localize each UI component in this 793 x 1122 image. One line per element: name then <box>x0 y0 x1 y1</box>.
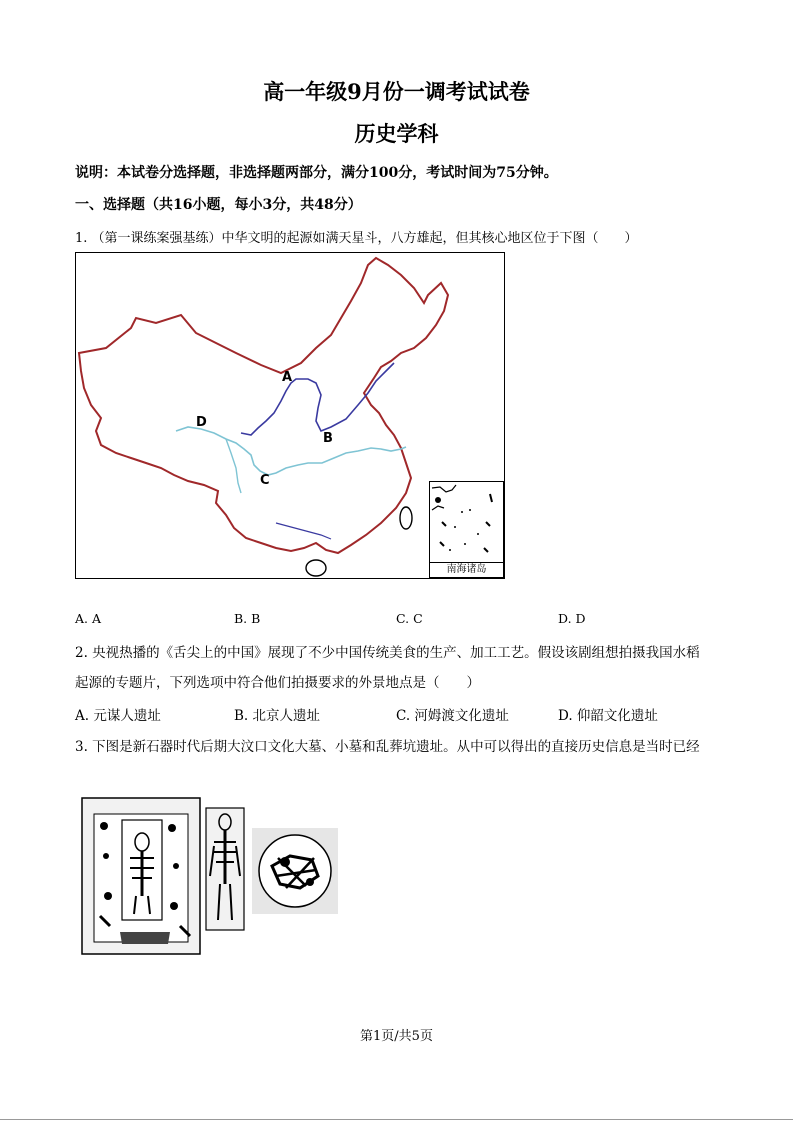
question-2-stem-line2: 起源的专题片，下列选项中符合他们拍摄要求的外景地点是（ ） <box>75 675 480 691</box>
hainan-island <box>306 560 326 576</box>
q1-option-d[interactable]: D. D <box>558 611 586 626</box>
yangtze-upper <box>226 439 241 493</box>
q1-option-a[interactable]: A. A <box>75 611 102 626</box>
page-footer: 第1页/共5页 <box>360 1029 433 1044</box>
q1-option-b[interactable]: B. B <box>234 611 261 626</box>
south-china-sea-inset <box>429 481 504 578</box>
inset-coast <box>432 485 456 510</box>
q1-option-c[interactable]: C. C <box>396 611 423 626</box>
small-tomb-drawing <box>206 808 244 930</box>
burial-pit-drawing <box>252 828 338 914</box>
instructions: 说明：本试卷分选择题，非选择题两部分，满分100分，考试时间为75分钟。 <box>75 165 558 181</box>
large-tomb-drawing <box>82 798 200 954</box>
question-3-stem: 3. 下图是新石器时代后期大汶口文化大墓、小墓和乱葬坑遗址。从中可以得出的直接历史信息是当时已经 <box>75 739 700 755</box>
exam-subject: 历史学科 <box>354 121 439 146</box>
pearl-river <box>276 523 331 539</box>
map-label-b: B <box>323 431 333 446</box>
q2-option-c[interactable]: C. 河姆渡文化遗址 <box>396 708 509 724</box>
q2-option-b[interactable]: B. 北京人遗址 <box>234 708 321 724</box>
exam-title: 高一年级9月份一调考试试卷 <box>263 79 530 104</box>
question-1-stem: 1. （第一课练案强基练）中华文明的起源如满天星斗，八方雄起，但其核心地区位于下图（ ） <box>75 231 638 246</box>
china-map <box>75 252 505 579</box>
yellow-river <box>241 363 394 435</box>
inset-label: 南海诸岛 <box>430 562 503 577</box>
inset-map-svg <box>430 482 503 562</box>
map-label-d: D <box>196 415 207 430</box>
yangtze-river <box>176 427 406 475</box>
q2-option-a[interactable]: A. 元谋人遗址 <box>75 708 161 724</box>
tomb-illustrations <box>80 796 340 956</box>
section-heading: 一、选择题（共16小题，每小3分，共48分） <box>75 197 362 213</box>
map-label-c: C <box>260 473 270 488</box>
q2-option-d[interactable]: D. 仰韶文化遗址 <box>558 708 658 724</box>
china-border <box>79 258 448 553</box>
taiwan-island <box>400 507 412 529</box>
map-label-a: A <box>282 370 293 385</box>
bottom-divider <box>0 1119 793 1120</box>
question-2-stem-line1: 2. 央视热播的《舌尖上的中国》展现了不少中国传统美食的生产、加工工艺。假设该剧组想拍摄我国水稻 <box>75 645 700 661</box>
